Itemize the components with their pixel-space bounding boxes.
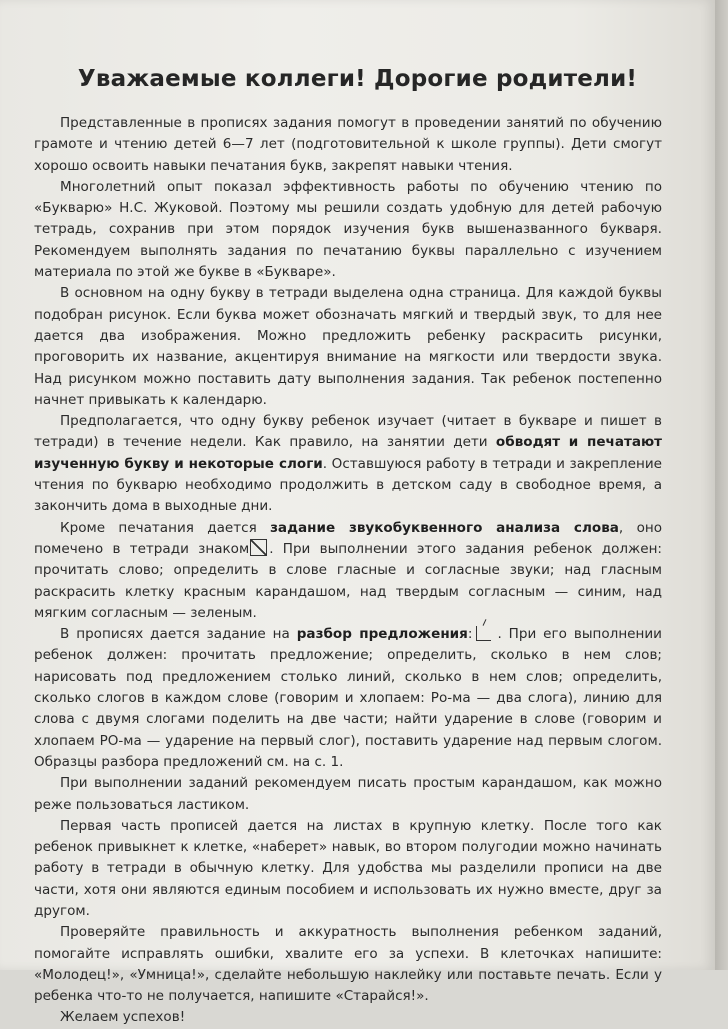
letter-body [34, 113, 662, 1029]
paragraph-6-text-end: . При его выполнении ребенок должен: прочитать предложение; определить, сколько в нем слов; нарисовать под предложением столько линий, сколько в нем слов; определить, сколько слогов в каждом слове (говорим и хлопаем: Ро-ма — два слога), линию для слова с двумя слогами поделить на две части; найти ударение в слове (говорим и хлопаем РО-ма — ударение на первый слог), поставить ударение над первым слогом. Образцы разбора предложений см. на с. 1. [34, 626, 662, 770]
paragraph-8: Первая часть прописей дается на листах в крупную клетку. После того как ребенок привыкнет к клетке, «наберет» навык, во втором полугодии можно начинать работу в тетради в обычную клетку. Для удобства мы разделили прописи на две части, хотя они являются единым пособием и использовать их нужно вместе, друг за другом. [34, 817, 662, 919]
paragraph-4 [34, 411, 662, 517]
page-edge [715, 0, 728, 970]
paragraph-5-bold: задание звукобуквенного анализа слова [270, 519, 619, 536]
paragraph-5 [34, 518, 662, 624]
sentence-analysis-sign-icon [476, 626, 491, 641]
paragraph-7: При выполнении заданий рекомендуем писать простым карандашом, как можно реже пользоваться ластиком. [34, 775, 662, 813]
paragraph-5-text: Кроме печатания дается [60, 519, 271, 536]
paragraph-6 [34, 624, 662, 773]
paragraph-5-text-end: . При выполнении этого задания ребенок должен: прочитать слово; определить в слове гласные и согласные звуки; над гласным раскрасить клетку красным карандашом, над твердым согласным — синим, над мягким согласным — зеленым. [34, 540, 662, 621]
closing-line: Желаем успехов! [60, 1009, 186, 1026]
paragraph-2: Многолетний опыт показал эффективность работы по обучению чтению по «Букварю» Н.С. Жуковой. Поэтому мы решили создать удобную для детей рабочую тетрадь, сохранив при этом порядок изучения букв вышеназванного букваря. Рекомендуем выполнять задания по печатанию буквы параллельно с изучением материала по этой же букве в «Букваре». [34, 178, 662, 281]
page-title: Уважаемые коллеги! Дорогие родители! [77, 66, 638, 92]
paragraph-9: Проверяйте правильность и аккуратность выполнения ребенком заданий, помогайте исправлять ошибки, хвалите его за успехи. В клеточках напишите: «Молодец!», «Умница!», сделайте небольшую наклейку или поставьте печать. Если у ребенка что-то не получается, напишите «Старайся!». [34, 924, 662, 1005]
paragraph-4-bold: обводят и печатают изученную букву и некоторые слоги [34, 434, 662, 472]
paragraph-4-text-end: . Оставшуюся работу в тетради и закрепление чтения по букварю необходимо продолжить в детском саду в свободное время, а закончить дома в выходные дни. [34, 455, 662, 515]
paragraph-4-text: Предполагается, что одну букву ребенок изучает (читает в букваре и пишет в тетради) в течение недели. Как правило, на занятии дети [34, 413, 662, 451]
sound-analysis-sign-icon [250, 539, 267, 556]
paragraph-3: В основном на одну букву в тетради выделена одна страница. Для каждой буквы подобран рисунок. Если буква может обозначать мягкий и твердый звук, то для нее дается два изображения. Можно предложить ребенку раскрасить рисунки, проговорить их название, акцентируя внимание на мягкости или твердости звука. Над рисунком можно поставить дату выполнения задания. Так ребенок постепенно начнет привыкать к календарю. [34, 285, 662, 408]
paragraph-5-text-mid: , оно помечено в тетради знаком [34, 519, 662, 557]
paragraph-6-bold: разбор предложения [296, 626, 468, 643]
paragraph-6-text: В прописях дается задание на [60, 626, 297, 643]
paragraph-6-colon: : [467, 626, 473, 643]
paragraph-1: Представленные в прописях задания помогут в проведении занятий по обучению грамоте и чтению детей 6—7 лет (подготовительной к школе группы). Дети смогут хорошо освоить навыки печатания букв, закрепят навыки чтения. [34, 115, 662, 174]
